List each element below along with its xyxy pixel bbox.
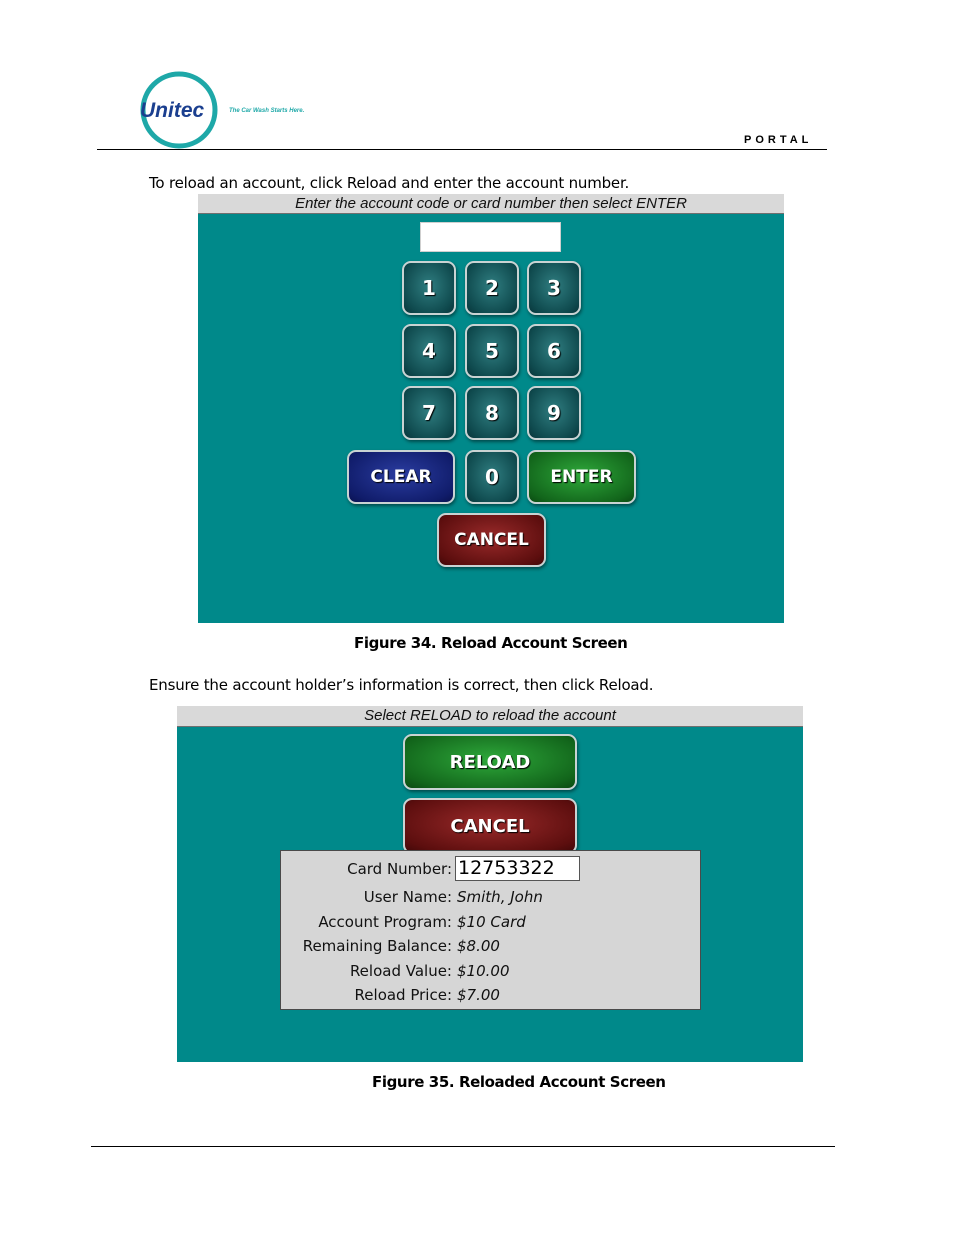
user-name-value: Smith, John	[457, 888, 543, 906]
clear-button[interactable]: CLEAR	[347, 450, 455, 504]
account-info-panel	[280, 850, 701, 1010]
keypad-8-button[interactable]: 8	[465, 386, 519, 440]
account-program-row	[281, 913, 700, 937]
footer-divider	[91, 1146, 835, 1147]
logo-tagline: The Car Wash Starts Here.	[229, 108, 305, 114]
reload-value-row	[281, 962, 700, 986]
screen-prompt: Select RELOAD to reload the account	[177, 706, 803, 727]
cancel-button[interactable]: CANCEL	[403, 798, 577, 854]
figure-35-caption: Figure 35. Reloaded Account Screen	[372, 1073, 666, 1091]
reload-price-label: Reload Price:	[354, 986, 452, 1004]
keypad-5-button[interactable]: 5	[465, 324, 519, 378]
reload-button[interactable]: RELOAD	[403, 734, 577, 790]
keypad-0-button[interactable]: 0	[465, 450, 519, 504]
account-program-label: Account Program:	[318, 913, 452, 931]
keypad-6-button[interactable]: 6	[527, 324, 581, 378]
card-number-label: Card Number:	[347, 860, 452, 878]
enter-button[interactable]: ENTER	[527, 450, 636, 504]
screen-prompt: Enter the account code or card number then select ENTER	[198, 194, 784, 214]
keypad-1-button[interactable]: 1	[402, 261, 456, 315]
keypad-3-button[interactable]: 3	[527, 261, 581, 315]
keypad-4-button[interactable]: 4	[402, 324, 456, 378]
section-label: PORTAL	[744, 134, 813, 146]
user-name-label: User Name:	[363, 888, 452, 906]
remaining-balance-value: $8.00	[457, 937, 500, 955]
reload-price-row	[281, 986, 700, 1010]
reload-account-screen	[198, 194, 784, 623]
reload-value-value: $10.00	[457, 962, 510, 980]
card-number-field[interactable]: 12753322	[455, 856, 580, 881]
reload-price-value: $7.00	[457, 986, 500, 1004]
figure-34-caption: Figure 34. Reload Account Screen	[354, 634, 628, 652]
reloaded-account-screen	[177, 706, 803, 1062]
reload-value-label: Reload Value:	[349, 962, 452, 980]
unitec-logo	[138, 72, 318, 152]
account-program-value: $10 Card	[457, 913, 526, 931]
intro-paragraph-2: Ensure the account holder’s information is correct, then click Reload.	[149, 676, 654, 694]
keypad-9-button[interactable]: 9	[527, 386, 581, 440]
intro-paragraph-1: To reload an account, click Reload and enter the account number.	[149, 174, 630, 192]
header-divider	[97, 149, 827, 150]
account-code-input[interactable]	[420, 222, 561, 252]
keypad-7-button[interactable]: 7	[402, 386, 456, 440]
cancel-button[interactable]: CANCEL	[437, 513, 546, 567]
user-name-row	[281, 888, 700, 912]
remaining-balance-row	[281, 937, 700, 961]
keypad-2-button[interactable]: 2	[465, 261, 519, 315]
logo-wordmark: Unitec	[140, 99, 205, 122]
remaining-balance-label: Remaining Balance:	[302, 937, 452, 955]
